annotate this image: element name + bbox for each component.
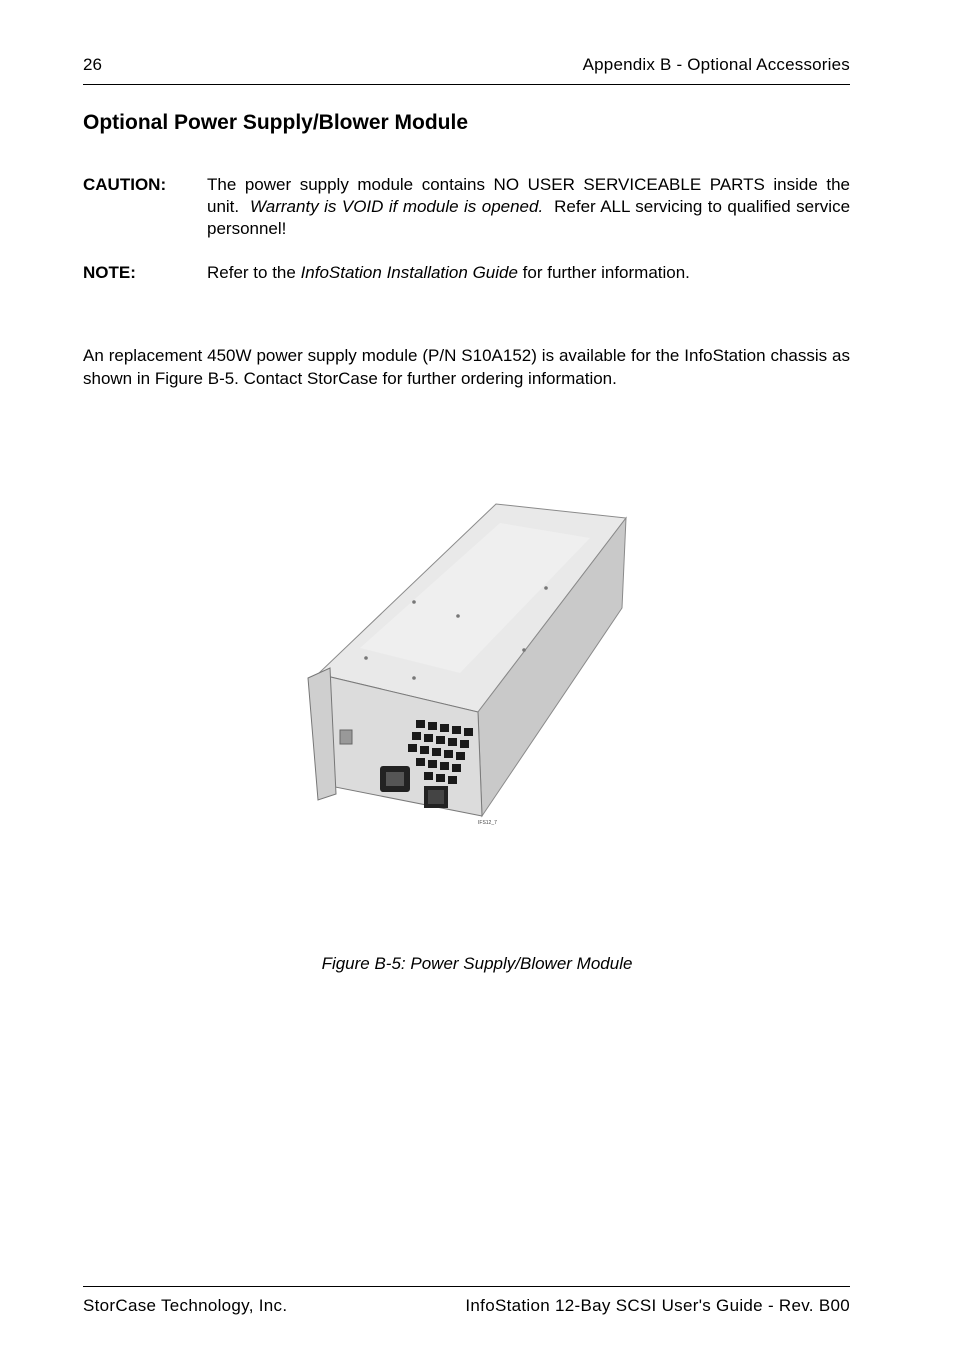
caution-block [83, 174, 850, 240]
figure-caption: Figure B-5: Power Supply/Blower Module [321, 954, 633, 973]
section-title: Optional Power Supply/Blower Module [83, 111, 469, 134]
note-block [83, 262, 850, 284]
body-paragraph: An replacement 450W power supply module (P/N S10A152) is available for the InfoStation chassis as shown in Figure B-5. Contact StorCase for further ordering information. [83, 346, 850, 388]
note-label: NOTE: [83, 263, 136, 282]
power-supply-illustration [300, 498, 630, 848]
caution-text-part-1: The power supply module contains NO USER SERVICEABLE PARTS inside the unit. [207, 175, 850, 216]
caution-label: CAUTION: [83, 175, 167, 194]
note-text-part-2: for further information. [522, 263, 690, 282]
footer-company: StorCase Technology, Inc. [83, 1296, 288, 1315]
note-guide-reference: InfoStation Installation Guide [300, 263, 518, 282]
note-text-part-1: Refer to the [207, 263, 296, 282]
power-supply-figure [300, 498, 630, 848]
caution-text [207, 174, 850, 240]
page-number: 26 [83, 55, 102, 74]
caution-warranty-text: Warranty is VOID if module is opened. [250, 197, 544, 216]
figure-image-tag: IFS12_7 [478, 820, 497, 826]
caution-text-part-2: Refer ALL servicing to qualified service personnel! [207, 197, 851, 238]
note-text [207, 262, 850, 284]
chapter-title: Appendix B - Optional Accessories [582, 55, 850, 74]
page-footer [83, 1286, 850, 1317]
footer-guide-title: InfoStation 12-Bay SCSI User's Guide - Rev. B00 [465, 1296, 850, 1315]
page-header [83, 52, 850, 85]
